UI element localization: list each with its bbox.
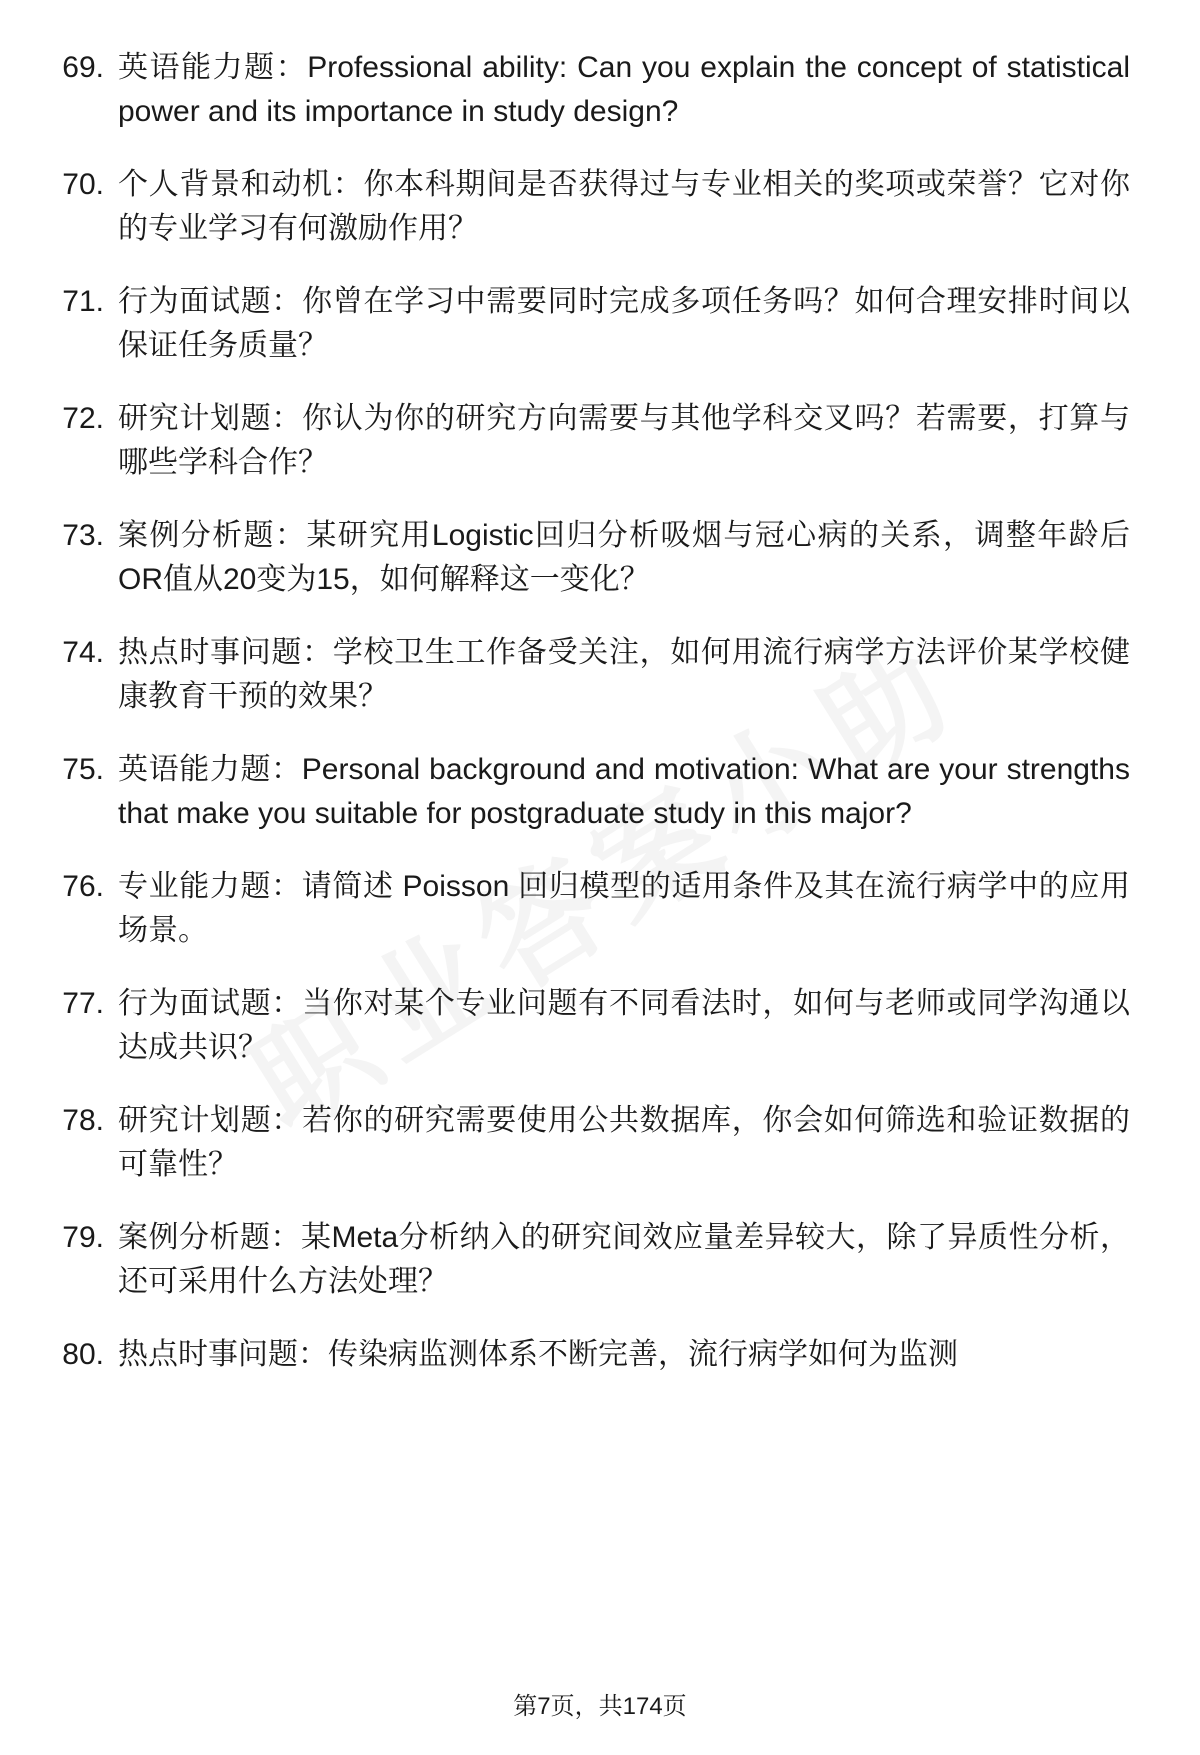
list-item (52, 514, 1130, 602)
list-item (52, 46, 1130, 134)
item-number: 79. (62, 1221, 104, 1254)
page-footer: 第7页，共174页 (513, 1693, 687, 1720)
item-text: 研究计划题：你认为你的研究方向需要与其他学科交叉吗？若需要，打算与哪些学科合作？ (118, 402, 1130, 479)
item-text: 行为面试题：当你对某个专业问题有不同看法时，如何与老师或同学沟通以达成共识？ (118, 987, 1130, 1064)
item-number: 72. (62, 402, 104, 435)
item-number: 70. (62, 168, 104, 201)
item-text: 热点时事问题：学校卫生工作备受关注，如何用流行病学方法评价某学校健康教育干预的效果？ (118, 636, 1130, 713)
list-item (52, 163, 1130, 251)
item-text: 案例分析题：某Meta分析纳入的研究间效应量差异较大，除了异质性分析，还可采用什么方法处理？ (118, 1221, 1130, 1298)
list-item (52, 280, 1130, 368)
item-text: 英语能力题：Personal background and motivation: What are your strengths that make you suitable for postgraduate study in this major? (118, 753, 1130, 830)
item-text: 个人背景和动机：你本科期间是否获得过与专业相关的奖项或荣誉？它对你的专业学习有何激励作用？ (118, 168, 1130, 245)
item-number: 78. (62, 1104, 104, 1137)
item-number: 73. (62, 519, 104, 552)
item-text: 英语能力题：Professional ability: Can you explain the concept of statistical power and its importance in study design? (118, 51, 1130, 128)
list-item (52, 631, 1130, 719)
list-item (52, 1099, 1130, 1187)
list-item (52, 982, 1130, 1070)
item-text: 行为面试题：你曾在学习中需要同时完成多项任务吗？如何合理安排时间以保证任务质量？ (118, 285, 1130, 362)
item-number: 76. (62, 870, 104, 903)
list-item (52, 397, 1130, 485)
question-list (52, 46, 1130, 1377)
item-number: 80. (62, 1338, 104, 1371)
item-number: 75. (62, 753, 104, 786)
item-text: 研究计划题：若你的研究需要使用公共数据库，你会如何筛选和验证数据的可靠性？ (118, 1104, 1130, 1181)
item-text: 案例分析题：某研究用Logistic回归分析吸烟与冠心病的关系，调整年龄后OR值从20变为15，如何解释这一变化？ (118, 519, 1130, 596)
item-number: 71. (62, 285, 104, 318)
item-text: 专业能力题：请简述 Poisson 回归模型的适用条件及其在流行病学中的应用场景。 (118, 870, 1130, 947)
list-item (52, 865, 1130, 953)
item-number: 77. (62, 987, 104, 1020)
list-item (52, 748, 1130, 836)
item-number: 74. (62, 636, 104, 669)
list-item (52, 1216, 1130, 1304)
item-number: 69. (62, 51, 104, 84)
list-item (52, 1333, 1130, 1377)
item-text: 热点时事问题：传染病监测体系不断完善，流行病学如何为监测 (118, 1338, 958, 1371)
